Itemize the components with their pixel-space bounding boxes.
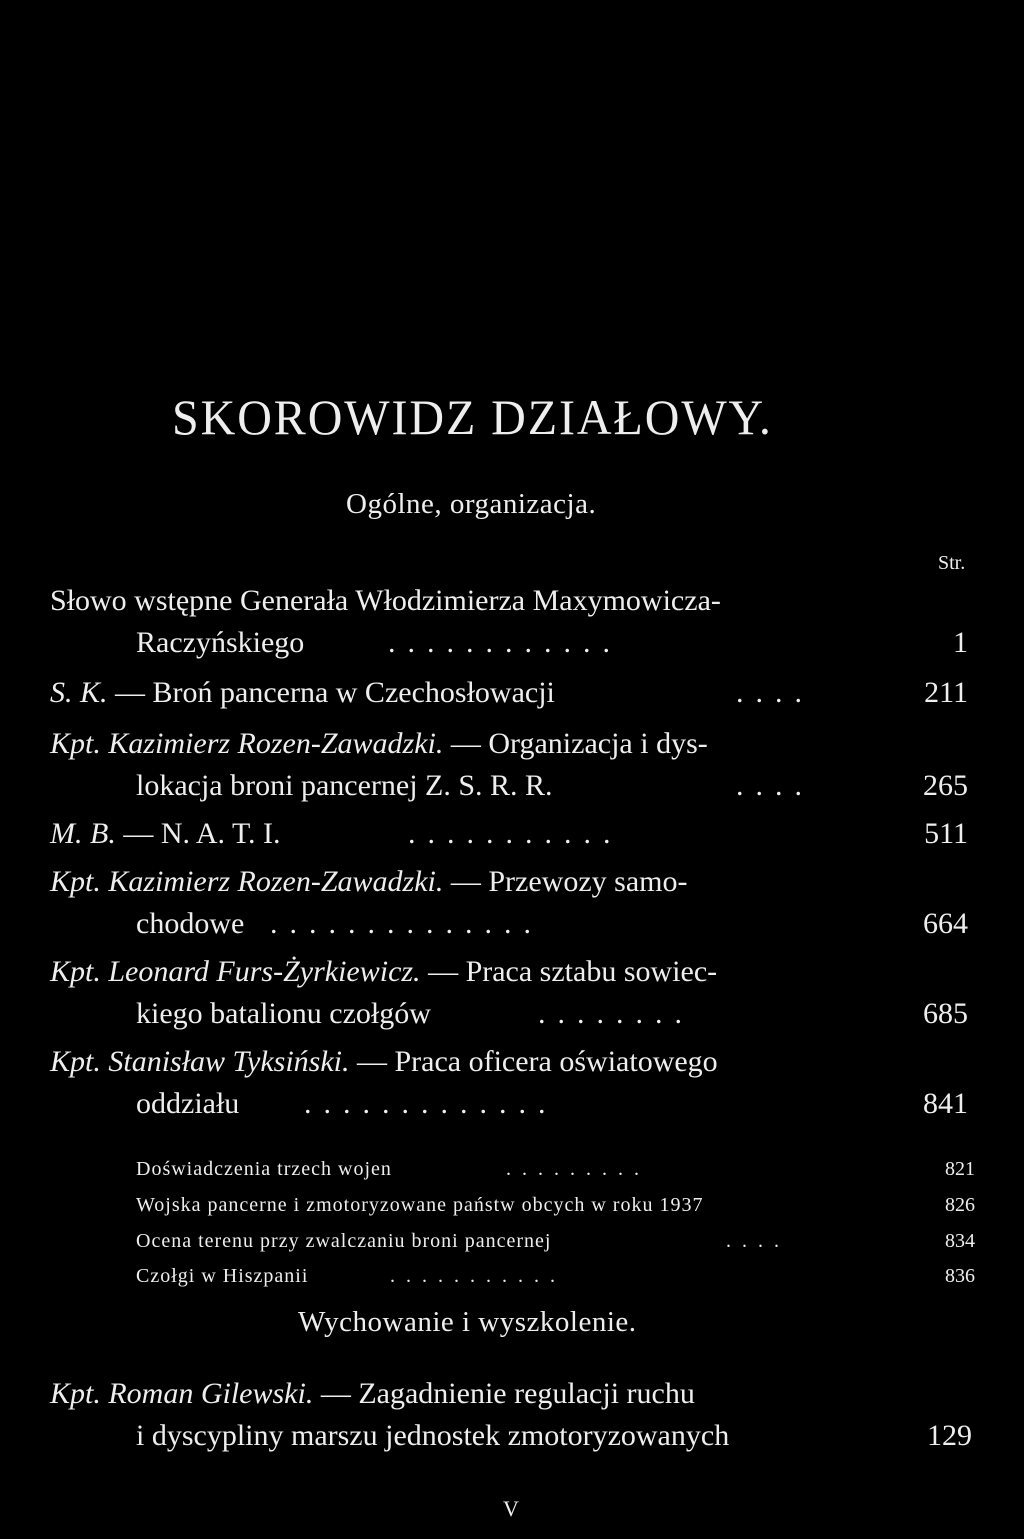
entry-author: Kazimierz Rozen-Zawadzki.: [108, 865, 444, 898]
entry-title: — Organizacja i dys-: [450, 727, 708, 760]
page-folio: V: [503, 1496, 519, 1521]
toc-entry-nati: [50, 817, 281, 851]
toc-entry-transport-line1: [50, 865, 687, 899]
leader-dots: ...........: [390, 1265, 566, 1287]
leader-dots: ..............: [270, 907, 543, 940]
page-number: 265: [923, 769, 968, 802]
leader-dots: ........: [538, 997, 694, 1030]
leader-dots: ............: [388, 626, 622, 659]
toc-entry-foreword-line2: Raczyńskiego: [136, 626, 305, 659]
toc-entry-traffic-line1: [50, 1377, 695, 1411]
toc-entry-officer-line1: [50, 1045, 718, 1079]
entry-rank: Kpt.: [50, 727, 101, 760]
entry-author: Leonard Furs-Żyrkiewicz.: [108, 955, 421, 988]
small-entry-title: Ocena terenu przy zwalczaniu broni pancernej: [136, 1230, 552, 1252]
page-number: 511: [924, 817, 968, 850]
entry-rank: Kpt.: [50, 1045, 101, 1078]
toc-entry-soviet-line2: kiego batalionu czołgów: [136, 997, 431, 1030]
entry-title: — Broń pancerna w Czechosłowacji: [115, 676, 555, 709]
page-number: 826: [945, 1194, 975, 1216]
toc-entry-organization-line1: [50, 727, 708, 761]
entry-rank: Kpt.: [50, 1377, 101, 1410]
entry-rank: Kpt.: [50, 955, 101, 988]
page-number: 834: [945, 1230, 975, 1252]
leader-dots: ....: [726, 1230, 790, 1252]
page-number: 821: [945, 1158, 975, 1180]
page-number: 841: [923, 1087, 968, 1120]
leader-dots: .............: [304, 1087, 558, 1120]
page-number: 685: [923, 997, 968, 1030]
toc-entry-organization-line2: lokacja broni pancernej Z. S. R. R.: [136, 769, 553, 802]
toc-entry-soviet-line1: [50, 955, 717, 989]
page-column-label: Str.: [938, 552, 966, 574]
entry-title: — Praca oficera oświatowego: [356, 1045, 718, 1078]
entry-author: Kazimierz Rozen-Zawadzki.: [108, 727, 444, 760]
leader-dots: ...........: [408, 817, 623, 850]
small-entry-title: Wojska pancerne i zmotoryzowane państw obcych w roku 1937: [136, 1194, 704, 1216]
page-number: 664: [923, 907, 968, 940]
leader-dots: .........: [506, 1158, 650, 1180]
toc-entry-officer-line2: oddziału: [136, 1087, 240, 1120]
entry-title: — N. A. T. I.: [123, 817, 281, 850]
entry-author: Stanisław Tyksiński.: [108, 1045, 350, 1078]
entry-rank: Kpt.: [50, 865, 101, 898]
page-number: 1: [953, 626, 968, 659]
page-number: 129: [927, 1419, 972, 1452]
toc-entry-transport-line2: chodowe: [136, 907, 245, 940]
entry-title: — Zagadnienie regulacji ruchu: [320, 1377, 695, 1410]
entry-author: Roman Gilewski.: [108, 1377, 314, 1410]
page-number: 211: [924, 676, 968, 709]
leader-dots: ....: [736, 769, 814, 802]
leader-dots: ....: [736, 676, 814, 709]
small-entry-title: Doświadczenia trzech wojen: [136, 1158, 392, 1180]
toc-entry-traffic-line2: i dyscypliny marszu jednostek zmotoryzowanych: [136, 1419, 730, 1452]
toc-entry-foreword-line1: Słowo wstępne Generała Włodzimierza Maxymowicza-: [50, 584, 721, 617]
toc-entry-czechoslovakia: [50, 676, 555, 710]
entry-title: — Praca sztabu sowiec-: [428, 955, 718, 988]
entry-author: S. K.: [50, 676, 108, 709]
small-entry-title: Czołgi w Hiszpanii: [136, 1265, 309, 1287]
section-heading-training: Wychowanie i wyszkolenie.: [298, 1306, 637, 1338]
entry-author: M. B.: [50, 817, 116, 850]
entry-title: — Przewozy samo-: [450, 865, 688, 898]
page-title: SKOROWIDZ DZIAŁOWY.: [172, 389, 773, 445]
section-heading-general: Ogólne, organizacja.: [346, 488, 597, 520]
page-number: 836: [945, 1265, 975, 1287]
